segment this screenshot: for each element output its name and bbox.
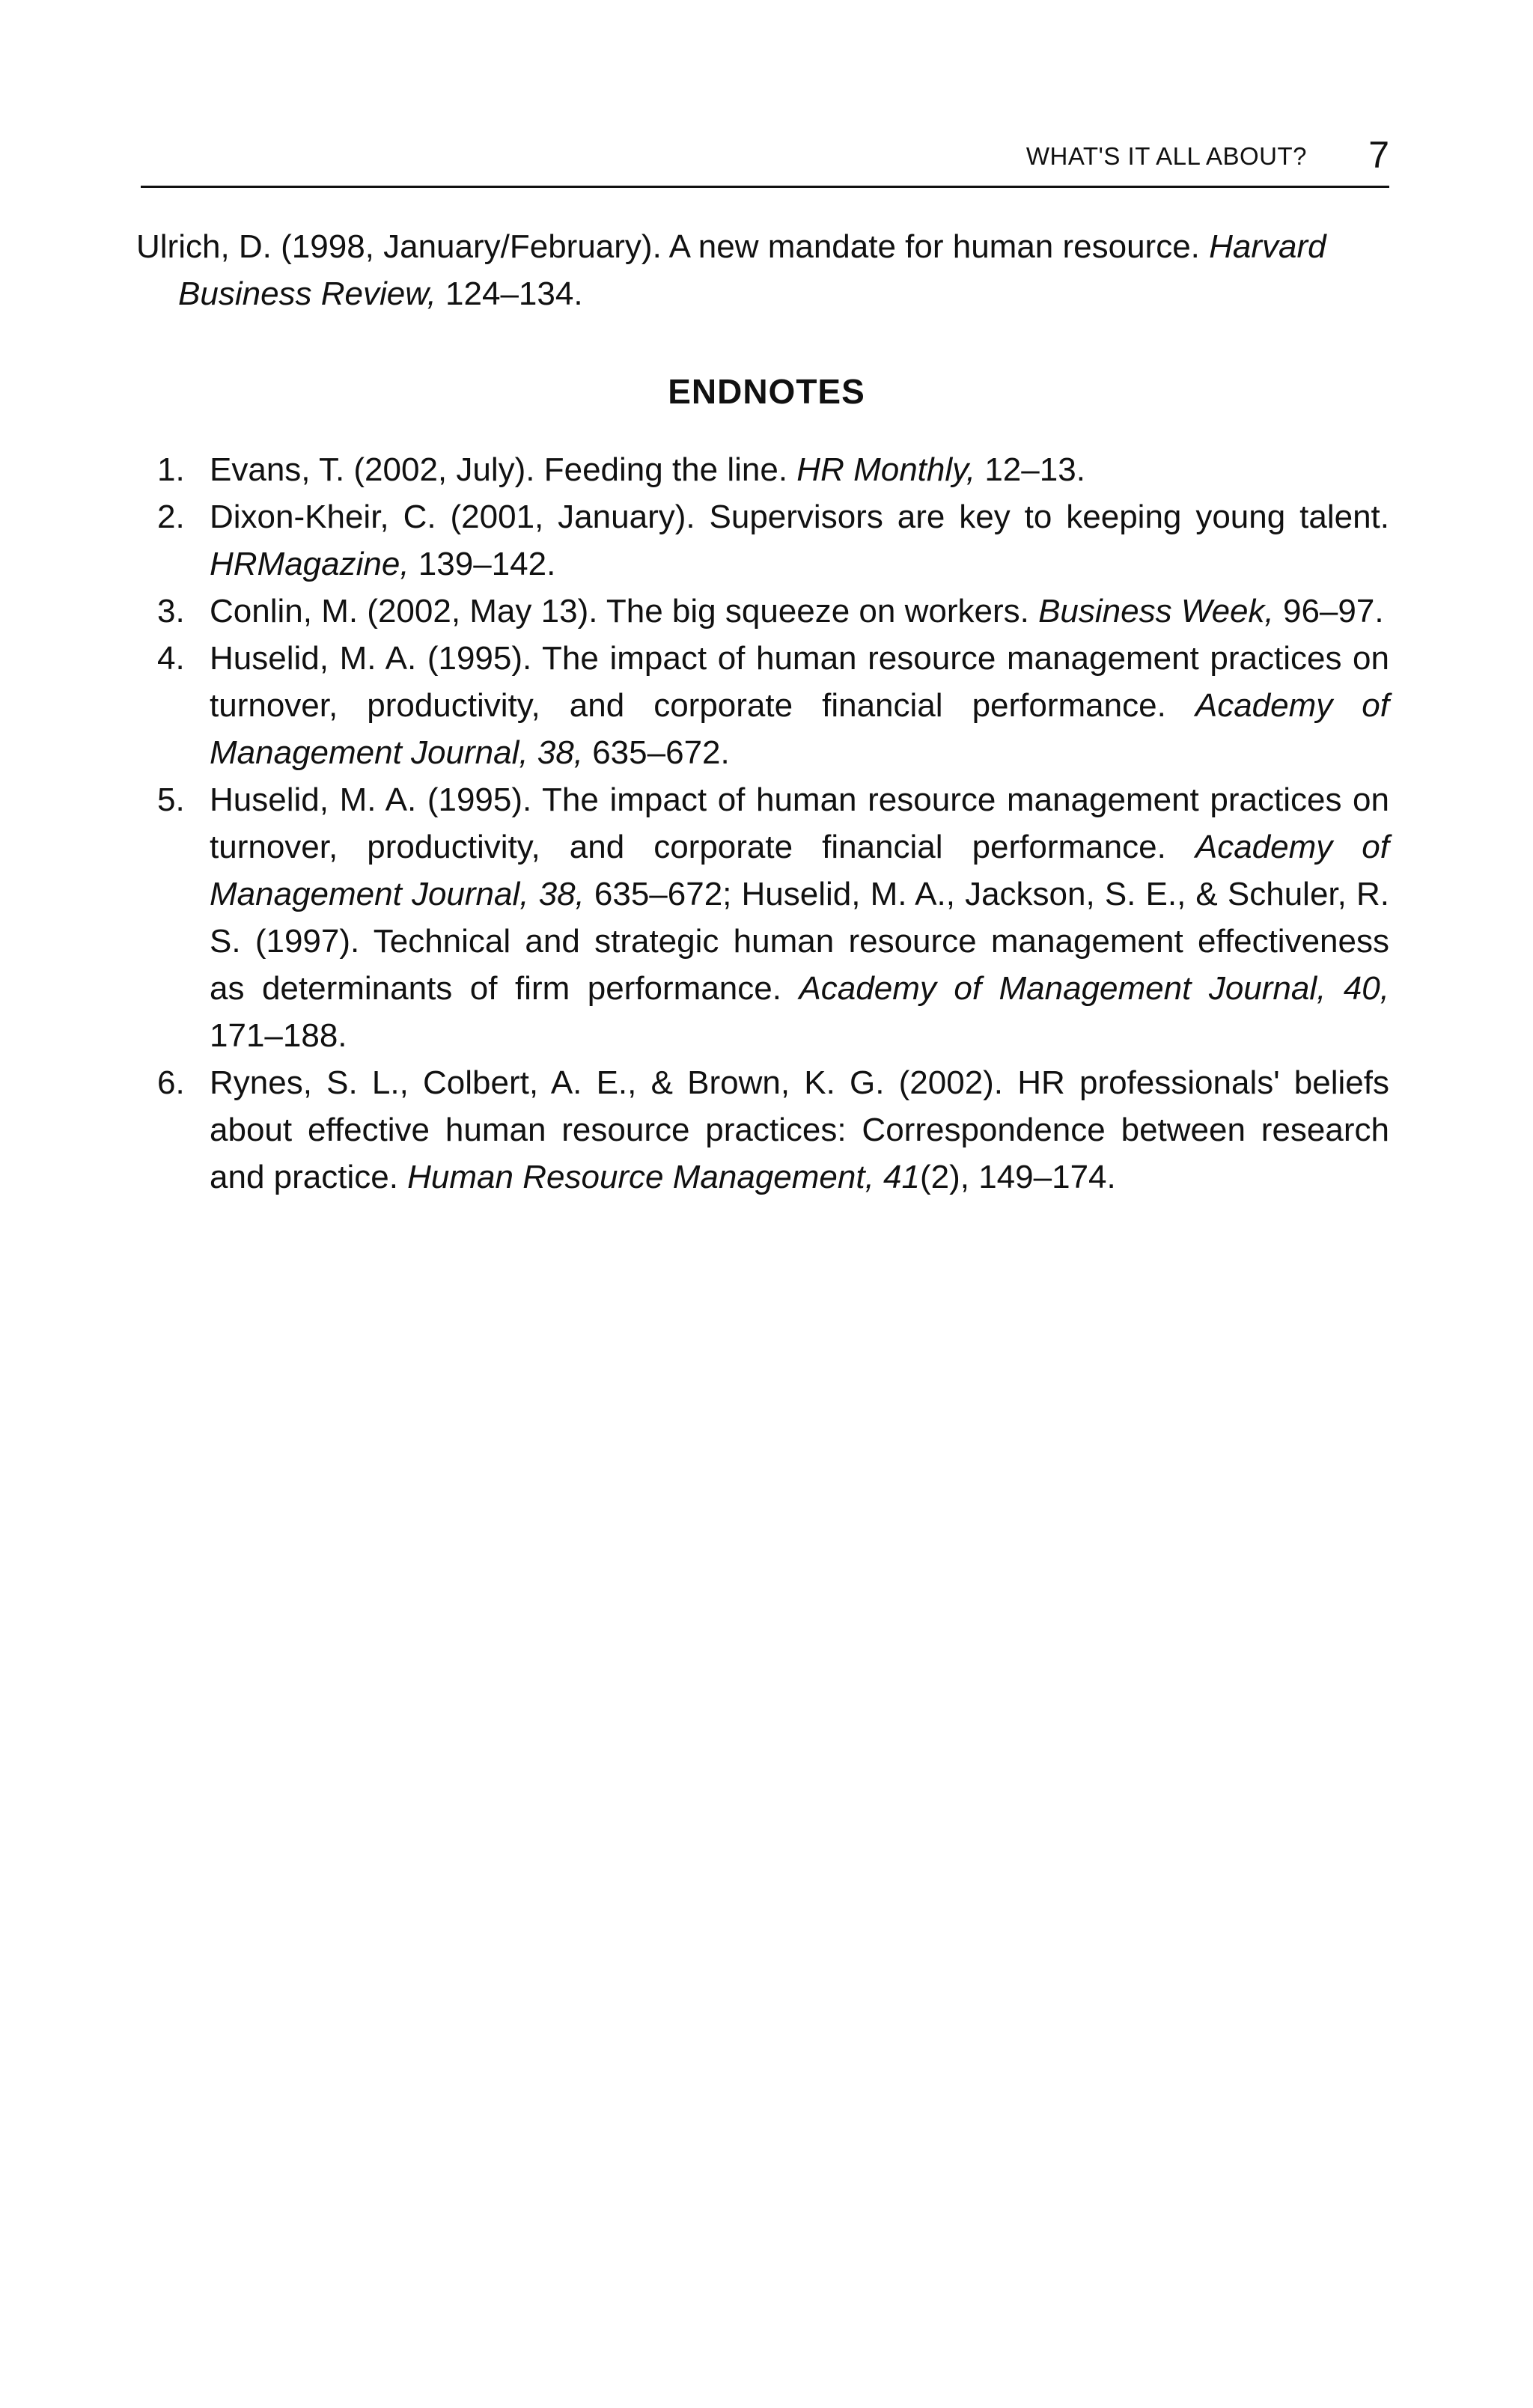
reference-source: Harvard Business Review, bbox=[178, 228, 1326, 312]
endnote-item bbox=[157, 776, 1389, 1059]
endnote-source: HR Monthly, bbox=[796, 451, 976, 488]
endnote-text bbox=[210, 446, 1389, 493]
endnote-segment: Huselid, M. A. (1995). The impact of human resource management practices on turnover, productivity, and corporate financial performance. bbox=[210, 781, 1389, 865]
endnote-item bbox=[157, 635, 1389, 776]
endnote-segment: 96–97. bbox=[1273, 593, 1384, 630]
endnote-source: Academy of Management Journal, 40, bbox=[799, 970, 1389, 1007]
endnote-source: HRMagazine, bbox=[210, 546, 409, 582]
endnotes-list bbox=[157, 446, 1389, 1201]
endnote-segment: Huselid, M. A. (1995). The impact of human resource management practices on turnover, productivity, and corporate financial performance. bbox=[210, 640, 1389, 724]
endnote-number: 1. bbox=[157, 451, 185, 488]
endnote-segment: Conlin, M. (2002, May 13). The big squeeze on workers. bbox=[210, 593, 1039, 630]
reference-entry bbox=[136, 223, 1389, 317]
running-title: WHAT'S IT ALL ABOUT? bbox=[1025, 142, 1307, 170]
endnote-item bbox=[157, 1059, 1389, 1201]
endnote-item bbox=[157, 588, 1389, 635]
reference-pages: 124–134. bbox=[436, 275, 583, 312]
endnote-source: Academy of Management Journal, 38, bbox=[210, 829, 1389, 912]
endnote-segment: 171–188. bbox=[210, 1017, 347, 1054]
section-heading: ENDNOTES bbox=[668, 372, 865, 411]
endnote-text bbox=[210, 493, 1389, 588]
endnote-text bbox=[210, 776, 1389, 1059]
endnote-segment: Dixon-Kheir, C. (2001, January). Supervisors are key to keeping young talent. bbox=[210, 499, 1389, 535]
endnote-item bbox=[157, 493, 1389, 588]
endnote-segment: 635–672. bbox=[582, 734, 730, 771]
endnote-number: 4. bbox=[157, 640, 185, 677]
endnote-number: 2. bbox=[157, 499, 185, 535]
endnote-number: 3. bbox=[157, 593, 185, 630]
endnote-segment: Evans, T. (2002, July). Feeding the line. bbox=[210, 451, 797, 488]
endnote-text bbox=[210, 1059, 1389, 1201]
endnote-text bbox=[210, 635, 1389, 776]
endnote-item bbox=[157, 446, 1389, 493]
reference-text: Ulrich, D. (1998, January/February). A new mandate for human resource. bbox=[136, 228, 1210, 265]
endnote-source: Business Week, bbox=[1038, 593, 1274, 630]
endnote-segment: (2), 149–174. bbox=[919, 1159, 1116, 1195]
endnote-text bbox=[210, 588, 1389, 635]
endnote-segment: 139–142. bbox=[409, 546, 556, 582]
endnote-source: Academy of Management Journal, 38, bbox=[210, 687, 1389, 771]
endnote-segment: 635–672; Huselid, M. A., Jackson, S. E., & Schuler, R. S. (1997). Technical and strategic human resource management effectiveness as determinants of firm performance. bbox=[210, 876, 1389, 1007]
page-number: 7 bbox=[1368, 134, 1389, 176]
endnote-number: 5. bbox=[157, 781, 185, 818]
endnote-segment: 12–13. bbox=[975, 451, 1085, 488]
endnote-segment: Rynes, S. L., Colbert, A. E., & Brown, K. G. (2002). HR professionals' beliefs about effective human resource practices: Correspondence between research and practice. bbox=[210, 1064, 1389, 1195]
running-header bbox=[141, 133, 1389, 188]
endnote-number: 6. bbox=[157, 1064, 185, 1101]
endnote-source: Human Resource Management, 41 bbox=[407, 1159, 920, 1195]
